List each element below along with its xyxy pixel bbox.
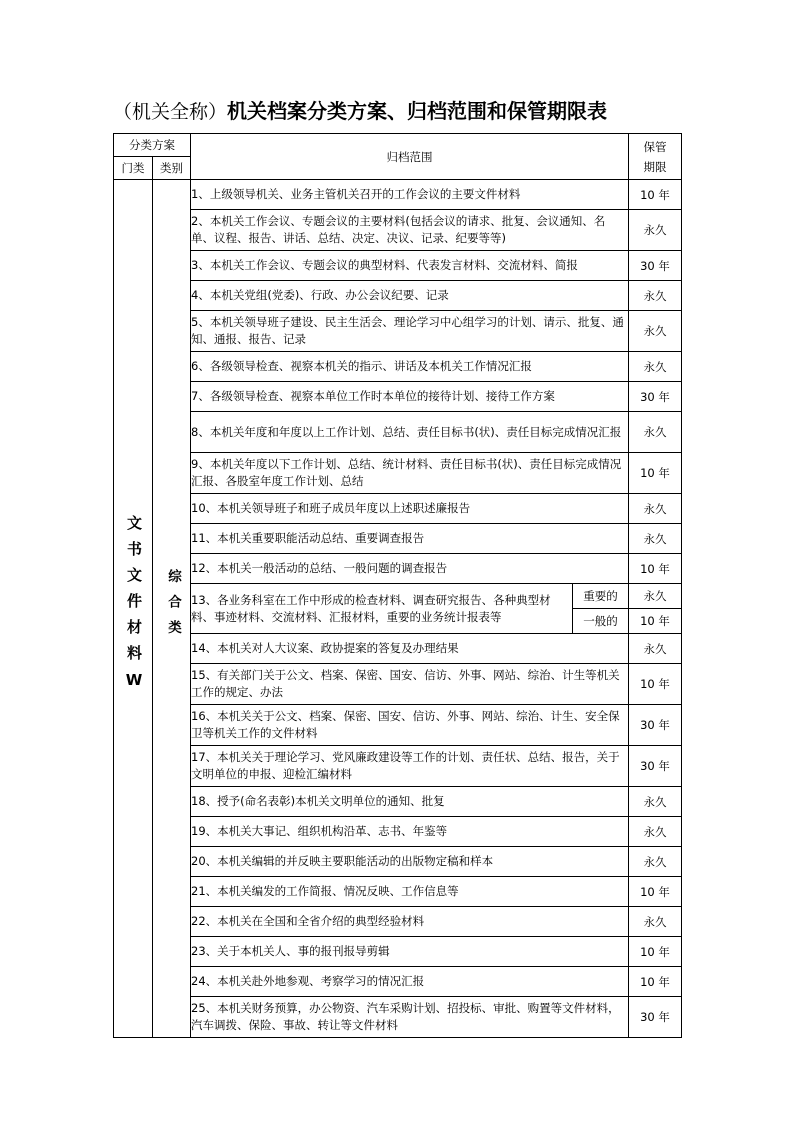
retention-term-cell: 永久 (629, 524, 682, 554)
scope-item-number: 10、 (191, 501, 218, 515)
scope-cell (191, 494, 629, 524)
retention-term-cell: 30 年 (629, 997, 682, 1038)
leibie-vertical-cell (153, 180, 191, 1038)
scope-cell (191, 453, 629, 494)
retention-term-cell: 10 年 (629, 937, 682, 967)
table-row (114, 412, 682, 453)
scope-cell (191, 787, 629, 817)
retention-term-cell: 30 年 (629, 382, 682, 412)
scope-cell (191, 634, 629, 664)
scope-item-text: 本机关关于公文、档案、保密、国安、信访、外事、网站、综治、计生、安全保卫等机关工作的文件材料 (191, 709, 620, 740)
scope-item-text: 本机关工作会议、专题会议的主要材料(包括会议的请求、批复、会议通知、名单、议程、报告、讲话、总结、决定、决议、记录、纪要等等) (191, 214, 606, 245)
table-row (114, 937, 682, 967)
retention-term-cell: 30 年 (629, 746, 682, 787)
scope-item-text: 本机关重要职能活动总结、重要调查报告 (217, 531, 425, 545)
scope-item-text: 各级领导检查、视察本机关的指示、讲话及本机关工作情况汇报 (209, 359, 532, 373)
leibie-vertical-label: 综合类 (165, 568, 181, 646)
table-row (114, 907, 682, 937)
table-row (114, 180, 682, 210)
scope-item-number: 16、 (191, 709, 218, 723)
table-row (114, 251, 682, 281)
header-retention-line2: 期限 (643, 159, 667, 174)
archive-classification-table (113, 133, 682, 1038)
scope-item-text: 本机关关于理论学习、党风廉政建设等工作的计划、责任状、总结、报告，关于文明单位的申报、迎检汇编材料 (191, 750, 620, 781)
scope-item-number: 19、 (191, 824, 218, 838)
scope-cell (191, 554, 629, 584)
menlei-vertical-label: 文书文件材料W (125, 514, 143, 700)
table-row (114, 453, 682, 494)
table-row (114, 847, 682, 877)
scope-item-number: 22、 (191, 914, 218, 928)
scope-item-text: 本机关领导班子建设、民主生活会、理论学习中心组学习的计划、请示、批复、通知、通报、报告、记录 (191, 315, 624, 346)
scope-cell (191, 412, 629, 453)
scope-item-number: 17、 (191, 750, 218, 764)
retention-term-cell: 永久 (629, 412, 682, 453)
menlei-vertical-cell (114, 180, 153, 1038)
scope-item-number: 6、 (191, 359, 210, 373)
table-row (114, 817, 682, 847)
scope-item-number: 20、 (191, 854, 218, 868)
sub-category-important: 重要的 (573, 584, 629, 609)
title-main-text: 机关档案分类方案、归档范围和保管期限表 (227, 99, 608, 123)
scope-cell (191, 907, 629, 937)
table-row (114, 210, 682, 251)
scope-item-text: 本机关对人大议案、政协提案的答复及办理结果 (217, 641, 459, 655)
table-row (114, 705, 682, 746)
header-scope: 归档范围 (191, 134, 629, 180)
retention-term-cell: 永久 (629, 787, 682, 817)
table-row (114, 554, 682, 584)
scope-cell (191, 382, 629, 412)
scope-item-text: 本机关赴外地参观、考察学习的情况汇报 (217, 974, 425, 988)
scope-item-text: 各级领导检查、视察本单位工作时本单位的接待计划、接待工作方案 (209, 389, 555, 403)
scope-item-text: 授予(命名表彰)本机关文明单位的通知、批复 (217, 794, 445, 808)
scope-item-number: 14、 (191, 641, 218, 655)
retention-term-cell: 永久 (629, 281, 682, 311)
scope-item-text: 本机关编发的工作简报、情况反映、工作信息等 (217, 884, 459, 898)
table-row (114, 382, 682, 412)
retention-term-cell: 30 年 (629, 251, 682, 281)
retention-term-cell: 永久 (629, 352, 682, 382)
scope-cell (191, 937, 629, 967)
scope-cell (191, 705, 629, 746)
scope-item-text: 本机关工作会议、专题会议的典型材料、代表发言材料、交流材料、简报 (209, 258, 578, 272)
scope-cell (191, 664, 629, 705)
retention-term-cell: 永久 (629, 311, 682, 352)
table-row (114, 311, 682, 352)
scope-cell (191, 847, 629, 877)
retention-term-cell: 永久 (629, 584, 682, 609)
scope-item-text: 本机关财务预算，办公物资、汽车采购计划、招投标、审批、购置等文件材料，汽车调拨、保险、事故、转让等文件材料 (191, 1001, 620, 1032)
header-classification-group: 分类方案 (114, 134, 191, 157)
retention-term-cell: 10 年 (629, 609, 682, 634)
scope-cell (191, 251, 629, 281)
header-menlei: 门类 (114, 157, 153, 180)
scope-item-number: 23、 (191, 944, 218, 958)
retention-term-cell: 10 年 (629, 877, 682, 907)
scope-item-number: 7、 (191, 389, 210, 403)
scope-item-text: 关于本机关人、事的报刊报导剪辑 (217, 944, 390, 958)
scope-item-number: 24、 (191, 974, 218, 988)
scope-item-number: 13、 (191, 592, 218, 607)
table-row-split (114, 584, 682, 609)
table-row (114, 634, 682, 664)
scope-cell (191, 746, 629, 787)
scope-item-number: 21、 (191, 884, 218, 898)
scope-cell (191, 997, 629, 1038)
scope-item-number: 15、 (191, 668, 218, 682)
table-row (114, 664, 682, 705)
header-retention (629, 134, 682, 180)
retention-term-cell: 永久 (629, 907, 682, 937)
scope-item-number: 18、 (191, 794, 218, 808)
scope-cell (191, 210, 629, 251)
table-row (114, 524, 682, 554)
org-name-placeholder: （机关全称） (113, 101, 228, 123)
scope-item-number: 8、 (191, 424, 210, 439)
scope-item-text: 本机关一般活动的总结、一般问题的调查报告 (217, 561, 448, 575)
table-row (114, 967, 682, 997)
retention-term-cell: 10 年 (629, 453, 682, 494)
table-row (114, 281, 682, 311)
retention-term-cell: 永久 (629, 634, 682, 664)
retention-term-cell: 10 年 (629, 967, 682, 997)
scope-item-text: 本机关在全国和全省介绍的典型经验材料 (217, 914, 425, 928)
scope-cell (191, 967, 629, 997)
scope-item-text: 上级领导机关、业务主管机关召开的工作会议的主要文件材料 (209, 187, 521, 201)
scope-item-number: 3、 (191, 258, 210, 272)
header-retention-line1: 保管 (643, 139, 667, 154)
scope-item-text: 本机关党组(党委)、行政、办公会议纪要、记录 (209, 288, 449, 302)
scope-cell (191, 584, 573, 634)
scope-cell (191, 524, 629, 554)
table-row (114, 877, 682, 907)
table-row (114, 787, 682, 817)
retention-term-cell: 30 年 (629, 705, 682, 746)
retention-term-cell: 永久 (629, 847, 682, 877)
table-header-row-1 (114, 134, 682, 157)
retention-term-cell: 永久 (629, 817, 682, 847)
scope-item-number: 1、 (191, 187, 210, 201)
scope-item-text: 本机关大事记、组织机构沿革、志书、年鉴等 (217, 824, 448, 838)
scope-cell (191, 180, 629, 210)
scope-cell (191, 311, 629, 352)
scope-cell (191, 281, 629, 311)
scope-cell (191, 352, 629, 382)
scope-item-number: 11、 (191, 531, 218, 545)
scope-item-number: 4、 (191, 288, 210, 302)
scope-item-text: 各业务科室在工作中形成的检查材料、调查研究报告、各种典型材料、事迹材料、交流材料、汇报材料，重要的业务统计报表等 (191, 592, 551, 624)
table-row (114, 746, 682, 787)
scope-item-number: 2、 (191, 214, 210, 228)
scope-item-text: 本机关领导班子和班子成员年度以上述职述廉报告 (217, 501, 471, 515)
scope-item-text: 有关部门关于公文、档案、保密、国安、信访、外事、网站、综治、计生等机关工作的规定、办法 (191, 668, 620, 699)
scope-item-text: 本机关年度以下工作计划、总结、统计材料、责任目标书(状)、责任目标完成情况汇报、各股室年度工作计划、总结 (191, 457, 622, 488)
retention-term-cell: 10 年 (629, 180, 682, 210)
scope-item-number: 25、 (191, 1001, 218, 1015)
scope-item-number: 12、 (191, 561, 218, 575)
scope-cell (191, 877, 629, 907)
header-leibie: 类别 (153, 157, 191, 180)
retention-term-cell: 永久 (629, 210, 682, 251)
page-title (113, 98, 681, 126)
scope-cell (191, 817, 629, 847)
scope-item-text: 本机关年度和年度以上工作计划、总结、责任目标书(状)、责任目标完成情况汇报 (209, 424, 622, 439)
retention-term-cell: 10 年 (629, 554, 682, 584)
table-row (114, 494, 682, 524)
retention-term-cell: 10 年 (629, 664, 682, 705)
table-row (114, 997, 682, 1038)
sub-category-general: 一般的 (573, 609, 629, 634)
scope-item-number: 5、 (191, 315, 210, 329)
retention-term-cell: 永久 (629, 494, 682, 524)
table-row (114, 352, 682, 382)
scope-item-number: 9、 (191, 457, 210, 471)
scope-item-text: 本机关编辑的并反映主要职能活动的出版物定稿和样本 (217, 854, 494, 868)
